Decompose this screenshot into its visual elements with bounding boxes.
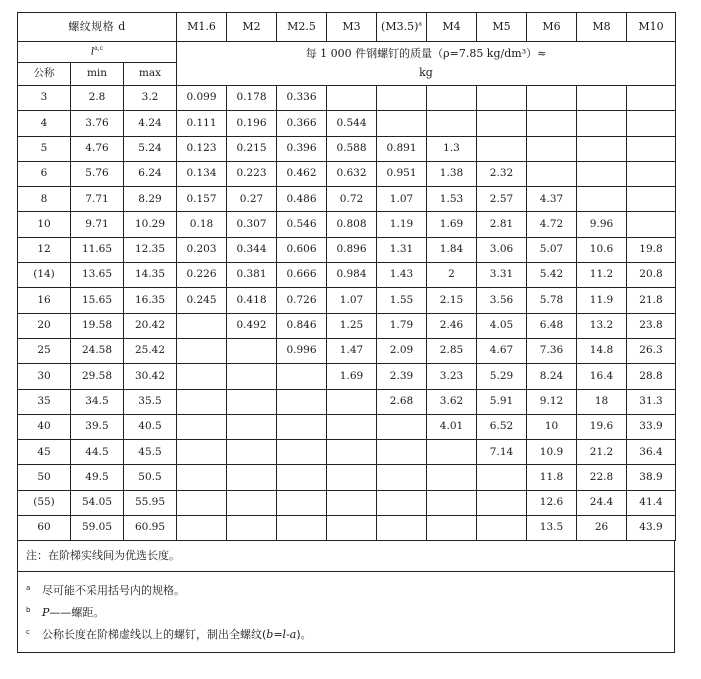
mass-value bbox=[577, 86, 627, 111]
table-row bbox=[18, 263, 676, 288]
mass-value bbox=[527, 111, 577, 136]
mass-unit: kg bbox=[419, 65, 433, 79]
mass-value bbox=[577, 136, 627, 161]
mass-value: 0.111 bbox=[177, 111, 227, 136]
min-length: 5.76 bbox=[71, 161, 124, 186]
mass-value: 0.606 bbox=[277, 237, 327, 262]
mass-value: 26 bbox=[577, 516, 627, 541]
mass-value: 4.01 bbox=[427, 414, 477, 439]
mass-value: 10 bbox=[527, 414, 577, 439]
min-header: min bbox=[71, 63, 124, 86]
max-length: 30.42 bbox=[124, 364, 177, 389]
mass-value bbox=[277, 516, 327, 541]
table-row bbox=[18, 338, 676, 363]
mass-value bbox=[627, 187, 676, 212]
mass-value bbox=[477, 86, 527, 111]
mass-value: 13.5 bbox=[527, 516, 577, 541]
size-header: M5 bbox=[477, 13, 527, 42]
mass-value: 11.9 bbox=[577, 288, 627, 313]
mass-value: 0.72 bbox=[327, 187, 377, 212]
thread-spec-label: 螺纹规格 d bbox=[18, 13, 177, 42]
max-length: 6.24 bbox=[124, 161, 177, 186]
mass-value bbox=[227, 516, 277, 541]
mass-value: 0.223 bbox=[227, 161, 277, 186]
mass-value: 4.67 bbox=[477, 338, 527, 363]
max-length: 8.29 bbox=[124, 187, 177, 212]
mass-value: 0.544 bbox=[327, 111, 377, 136]
min-length: 7.71 bbox=[71, 187, 124, 212]
mass-value: 1.55 bbox=[377, 288, 427, 313]
mass-value: 0.808 bbox=[327, 212, 377, 237]
mass-value: 0.226 bbox=[177, 263, 227, 288]
mass-value bbox=[427, 440, 477, 465]
mass-value bbox=[427, 86, 477, 111]
footnote-b-mark: b bbox=[26, 606, 31, 615]
nominal-length: 10 bbox=[18, 212, 71, 237]
min-length: 3.76 bbox=[71, 111, 124, 136]
mass-value bbox=[227, 465, 277, 490]
mass-value bbox=[177, 465, 227, 490]
size-header: M2.5 bbox=[277, 13, 327, 42]
mass-value bbox=[477, 136, 527, 161]
mass-value bbox=[477, 111, 527, 136]
mass-value: 1.43 bbox=[377, 263, 427, 288]
mass-value: 1.38 bbox=[427, 161, 477, 186]
mass-value bbox=[427, 465, 477, 490]
mass-value bbox=[577, 111, 627, 136]
min-length: 34.5 bbox=[71, 389, 124, 414]
table-row bbox=[18, 86, 676, 111]
mass-value: 2.81 bbox=[477, 212, 527, 237]
mass-value bbox=[627, 111, 676, 136]
preferred-length-note: 注：在阶梯实线间为优选长度。 bbox=[18, 541, 674, 572]
mass-value bbox=[227, 364, 277, 389]
mass-value: 11.2 bbox=[577, 263, 627, 288]
nominal-length: 4 bbox=[18, 111, 71, 136]
size-header: M4 bbox=[427, 13, 477, 42]
mass-value: 4.05 bbox=[477, 313, 527, 338]
mass-value: 5.78 bbox=[527, 288, 577, 313]
mass-value: 2.15 bbox=[427, 288, 477, 313]
nominal-length: 12 bbox=[18, 237, 71, 262]
size-header: M8 bbox=[577, 13, 627, 42]
mass-value bbox=[627, 136, 676, 161]
mass-value bbox=[427, 490, 477, 515]
mass-value bbox=[177, 414, 227, 439]
mass-value: 20.8 bbox=[627, 263, 676, 288]
screw-mass-table bbox=[17, 12, 676, 541]
mass-value: 16.4 bbox=[577, 364, 627, 389]
mass-value: 33.9 bbox=[627, 414, 676, 439]
mass-value: 1.53 bbox=[427, 187, 477, 212]
nominal-length: (14) bbox=[18, 263, 71, 288]
min-length: 4.76 bbox=[71, 136, 124, 161]
nominal-length: 20 bbox=[18, 313, 71, 338]
mass-value: 21.8 bbox=[627, 288, 676, 313]
mass-value: 0.178 bbox=[227, 86, 277, 111]
footnote-c-text: 公称长度在阶梯虚线以上的螺钉，制出全螺纹( bbox=[42, 628, 267, 642]
mass-value: 0.344 bbox=[227, 237, 277, 262]
mass-value: 0.984 bbox=[327, 263, 377, 288]
min-length: 59.05 bbox=[71, 516, 124, 541]
mass-value: 0.366 bbox=[277, 111, 327, 136]
table-row bbox=[18, 187, 676, 212]
mass-value: 4.37 bbox=[527, 187, 577, 212]
mass-value: 0.632 bbox=[327, 161, 377, 186]
mass-value bbox=[177, 516, 227, 541]
mass-value bbox=[627, 86, 676, 111]
mass-value: 26.3 bbox=[627, 338, 676, 363]
mass-value: 3.62 bbox=[427, 389, 477, 414]
size-header: $(M3.5)^a$ bbox=[377, 13, 427, 42]
mass-value: 0.846 bbox=[277, 313, 327, 338]
nominal-length: 8 bbox=[18, 187, 71, 212]
mass-value bbox=[277, 389, 327, 414]
mass-value bbox=[177, 338, 227, 363]
footnote-a-mark: a bbox=[26, 584, 31, 593]
mass-value: 24.4 bbox=[577, 490, 627, 515]
mass-value: 2 bbox=[427, 263, 477, 288]
min-length: 2.8 bbox=[71, 86, 124, 111]
nominal-length: 6 bbox=[18, 161, 71, 186]
max-length: 25.42 bbox=[124, 338, 177, 363]
mass-value: 0.307 bbox=[227, 212, 277, 237]
table-row bbox=[18, 313, 676, 338]
mass-value: 28.8 bbox=[627, 364, 676, 389]
mass-value bbox=[527, 136, 577, 161]
mass-value: 0.336 bbox=[277, 86, 327, 111]
mass-value bbox=[227, 389, 277, 414]
mass-value: 2.32 bbox=[477, 161, 527, 186]
mass-value: 2.39 bbox=[377, 364, 427, 389]
mass-value bbox=[327, 440, 377, 465]
mass-value: 36.4 bbox=[627, 440, 676, 465]
mass-value bbox=[177, 389, 227, 414]
mass-value bbox=[577, 161, 627, 186]
max-length: 4.24 bbox=[124, 111, 177, 136]
mass-value bbox=[277, 465, 327, 490]
mass-value: 0.196 bbox=[227, 111, 277, 136]
footnote-mark-ac: a,c bbox=[94, 44, 104, 52]
mass-value bbox=[527, 161, 577, 186]
max-length: 5.24 bbox=[124, 136, 177, 161]
mass-value: 1.69 bbox=[427, 212, 477, 237]
mass-value: 0.486 bbox=[277, 187, 327, 212]
mass-value: 1.3 bbox=[427, 136, 477, 161]
mass-value bbox=[277, 440, 327, 465]
mass-value bbox=[327, 516, 377, 541]
mass-value: 0.134 bbox=[177, 161, 227, 186]
mass-value bbox=[177, 440, 227, 465]
mass-value: 0.726 bbox=[277, 288, 327, 313]
mass-value: 6.52 bbox=[477, 414, 527, 439]
footnote-c-formula: b=l-a bbox=[266, 628, 297, 642]
mass-value: 3.23 bbox=[427, 364, 477, 389]
size-header: M10 bbox=[627, 13, 676, 42]
max-length: 60.95 bbox=[124, 516, 177, 541]
mass-value: 0.157 bbox=[177, 187, 227, 212]
mass-value: 1.69 bbox=[327, 364, 377, 389]
table-row bbox=[18, 111, 676, 136]
table-row bbox=[18, 490, 676, 515]
table-row bbox=[18, 136, 676, 161]
footnote-b-symbol: P bbox=[42, 606, 50, 620]
mass-value: 7.36 bbox=[527, 338, 577, 363]
mass-value: 1.25 bbox=[327, 313, 377, 338]
mass-value: 0.099 bbox=[177, 86, 227, 111]
nominal-length: 30 bbox=[18, 364, 71, 389]
min-length: 13.65 bbox=[71, 263, 124, 288]
max-length: 14.35 bbox=[124, 263, 177, 288]
mass-value: 0.996 bbox=[277, 338, 327, 363]
mass-value: 3.31 bbox=[477, 263, 527, 288]
mass-value bbox=[377, 490, 427, 515]
min-length: 24.58 bbox=[71, 338, 124, 363]
mass-value bbox=[627, 161, 676, 186]
max-length: 40.5 bbox=[124, 414, 177, 439]
mass-value: 3.06 bbox=[477, 237, 527, 262]
max-length: 16.35 bbox=[124, 288, 177, 313]
mass-value: 1.07 bbox=[327, 288, 377, 313]
mass-value: 22.8 bbox=[577, 465, 627, 490]
max-length: 45.5 bbox=[124, 440, 177, 465]
mass-value: 0.215 bbox=[227, 136, 277, 161]
mass-value: 38.9 bbox=[627, 465, 676, 490]
length-label: $l^{a,c}$ bbox=[18, 42, 177, 63]
max-length: 12.35 bbox=[124, 237, 177, 262]
header-row-sizes bbox=[18, 13, 676, 42]
mass-title-text: 每 1 000 件钢螺钉的质量（ρ=7.85 kg/dm³）≈ bbox=[305, 47, 547, 61]
footnote-b bbox=[26, 602, 674, 624]
mass-value bbox=[277, 414, 327, 439]
mass-value bbox=[377, 440, 427, 465]
table-row bbox=[18, 516, 676, 541]
mass-value: 1.79 bbox=[377, 313, 427, 338]
mass-value bbox=[227, 338, 277, 363]
size-header: M6 bbox=[527, 13, 577, 42]
mass-value bbox=[277, 490, 327, 515]
mass-value: 23.8 bbox=[627, 313, 676, 338]
nominal-length: 60 bbox=[18, 516, 71, 541]
nominal-length: 35 bbox=[18, 389, 71, 414]
mass-value: 2.46 bbox=[427, 313, 477, 338]
mass-value: 6.48 bbox=[527, 313, 577, 338]
mass-value bbox=[477, 490, 527, 515]
size-header: M3 bbox=[327, 13, 377, 42]
footnote-a bbox=[26, 580, 674, 602]
min-length: 39.5 bbox=[71, 414, 124, 439]
nominal-length: (55) bbox=[18, 490, 71, 515]
mass-value: 0.245 bbox=[177, 288, 227, 313]
mass-value bbox=[627, 212, 676, 237]
mass-value bbox=[377, 111, 427, 136]
mass-value bbox=[327, 490, 377, 515]
mass-value: 21.2 bbox=[577, 440, 627, 465]
mass-value: 0.381 bbox=[227, 263, 277, 288]
mass-value: 19.8 bbox=[627, 237, 676, 262]
nominal-header: 公称 bbox=[18, 63, 71, 86]
max-length: 10.29 bbox=[124, 212, 177, 237]
table-row bbox=[18, 212, 676, 237]
max-header: max bbox=[124, 63, 177, 86]
max-length: 3.2 bbox=[124, 86, 177, 111]
mass-value: 13.2 bbox=[577, 313, 627, 338]
mass-value: 5.42 bbox=[527, 263, 577, 288]
mass-value: 0.891 bbox=[377, 136, 427, 161]
mass-value bbox=[577, 187, 627, 212]
min-length: 15.65 bbox=[71, 288, 124, 313]
mass-value bbox=[477, 465, 527, 490]
mass-value bbox=[427, 111, 477, 136]
size-header: M1.6 bbox=[177, 13, 227, 42]
max-length: 20.42 bbox=[124, 313, 177, 338]
footnote-a-text: 尽可能不采用括号内的规格。 bbox=[42, 584, 185, 598]
mass-value bbox=[177, 490, 227, 515]
mass-value: 5.91 bbox=[477, 389, 527, 414]
mass-value bbox=[277, 364, 327, 389]
mass-value bbox=[377, 86, 427, 111]
size-header: M2 bbox=[227, 13, 277, 42]
mass-value: 1.07 bbox=[377, 187, 427, 212]
mass-value: 1.31 bbox=[377, 237, 427, 262]
min-length: 9.71 bbox=[71, 212, 124, 237]
mass-value: 2.09 bbox=[377, 338, 427, 363]
mass-value: 1.47 bbox=[327, 338, 377, 363]
table-row bbox=[18, 440, 676, 465]
header-row-length bbox=[18, 42, 676, 63]
mass-value: 1.19 bbox=[377, 212, 427, 237]
max-length: 50.5 bbox=[124, 465, 177, 490]
mass-value bbox=[227, 490, 277, 515]
mass-value: 43.9 bbox=[627, 516, 676, 541]
mass-value: 8.24 bbox=[527, 364, 577, 389]
table-row bbox=[18, 237, 676, 262]
mass-value: 0.588 bbox=[327, 136, 377, 161]
mass-value: 2.85 bbox=[427, 338, 477, 363]
mass-value: 0.896 bbox=[327, 237, 377, 262]
mass-value: 12.6 bbox=[527, 490, 577, 515]
footnotes bbox=[18, 572, 674, 652]
mass-value bbox=[377, 414, 427, 439]
mass-title bbox=[177, 42, 676, 86]
nominal-length: 25 bbox=[18, 338, 71, 363]
mass-value bbox=[327, 465, 377, 490]
mass-value bbox=[327, 414, 377, 439]
mass-value: 41.4 bbox=[627, 490, 676, 515]
mass-value: 0.27 bbox=[227, 187, 277, 212]
mass-value: 7.14 bbox=[477, 440, 527, 465]
mass-value bbox=[377, 465, 427, 490]
notes-block bbox=[17, 541, 675, 653]
max-length: 35.5 bbox=[124, 389, 177, 414]
mass-value: 0.546 bbox=[277, 212, 327, 237]
nominal-length: 45 bbox=[18, 440, 71, 465]
mass-value: 18 bbox=[577, 389, 627, 414]
nominal-length: 50 bbox=[18, 465, 71, 490]
mass-value bbox=[227, 414, 277, 439]
table-row bbox=[18, 414, 676, 439]
mass-value: 0.666 bbox=[277, 263, 327, 288]
nominal-length: 16 bbox=[18, 288, 71, 313]
mass-value: 14.8 bbox=[577, 338, 627, 363]
table-body bbox=[18, 86, 676, 541]
footnote-c-close: )。 bbox=[296, 628, 312, 642]
mass-value bbox=[327, 389, 377, 414]
table-row bbox=[18, 161, 676, 186]
min-length: 44.5 bbox=[71, 440, 124, 465]
footnote-mark-a: a bbox=[418, 20, 422, 28]
nominal-length: 5 bbox=[18, 136, 71, 161]
footnote-c-mark: c bbox=[26, 628, 30, 637]
min-length: 29.58 bbox=[71, 364, 124, 389]
mass-value bbox=[327, 86, 377, 111]
mass-value: 19.6 bbox=[577, 414, 627, 439]
mass-value: 0.492 bbox=[227, 313, 277, 338]
mass-value: 1.84 bbox=[427, 237, 477, 262]
mass-value: 0.123 bbox=[177, 136, 227, 161]
mass-value: 10.6 bbox=[577, 237, 627, 262]
mass-value: 0.203 bbox=[177, 237, 227, 262]
mass-value: 9.96 bbox=[577, 212, 627, 237]
mass-value: 0.18 bbox=[177, 212, 227, 237]
mass-value: 0.418 bbox=[227, 288, 277, 313]
footnote-b-text: ——螺距。 bbox=[49, 606, 105, 620]
nominal-length: 40 bbox=[18, 414, 71, 439]
nominal-length: 3 bbox=[18, 86, 71, 111]
mass-value bbox=[427, 516, 477, 541]
table-row bbox=[18, 465, 676, 490]
table-row bbox=[18, 364, 676, 389]
min-length: 11.65 bbox=[71, 237, 124, 262]
mass-value: 9.12 bbox=[527, 389, 577, 414]
mass-value: 2.68 bbox=[377, 389, 427, 414]
mass-value: 2.57 bbox=[477, 187, 527, 212]
table-row bbox=[18, 389, 676, 414]
mass-value: 31.3 bbox=[627, 389, 676, 414]
mass-value: 0.951 bbox=[377, 161, 427, 186]
table-row bbox=[18, 288, 676, 313]
min-length: 19.58 bbox=[71, 313, 124, 338]
mass-value bbox=[477, 516, 527, 541]
max-length: 55.95 bbox=[124, 490, 177, 515]
mass-value: 0.462 bbox=[277, 161, 327, 186]
min-length: 49.5 bbox=[71, 465, 124, 490]
screw-mass-table-sheet bbox=[17, 12, 675, 653]
mass-value: 0.396 bbox=[277, 136, 327, 161]
mass-value: 11.8 bbox=[527, 465, 577, 490]
min-length: 54.05 bbox=[71, 490, 124, 515]
mass-value: 10.9 bbox=[527, 440, 577, 465]
mass-value bbox=[227, 440, 277, 465]
mass-value: 4.72 bbox=[527, 212, 577, 237]
mass-value: 5.29 bbox=[477, 364, 527, 389]
mass-value bbox=[177, 364, 227, 389]
footnote-c bbox=[26, 624, 674, 646]
mass-value: 3.56 bbox=[477, 288, 527, 313]
mass-value bbox=[527, 86, 577, 111]
mass-value bbox=[377, 516, 427, 541]
mass-value bbox=[177, 313, 227, 338]
mass-value: 5.07 bbox=[527, 237, 577, 262]
